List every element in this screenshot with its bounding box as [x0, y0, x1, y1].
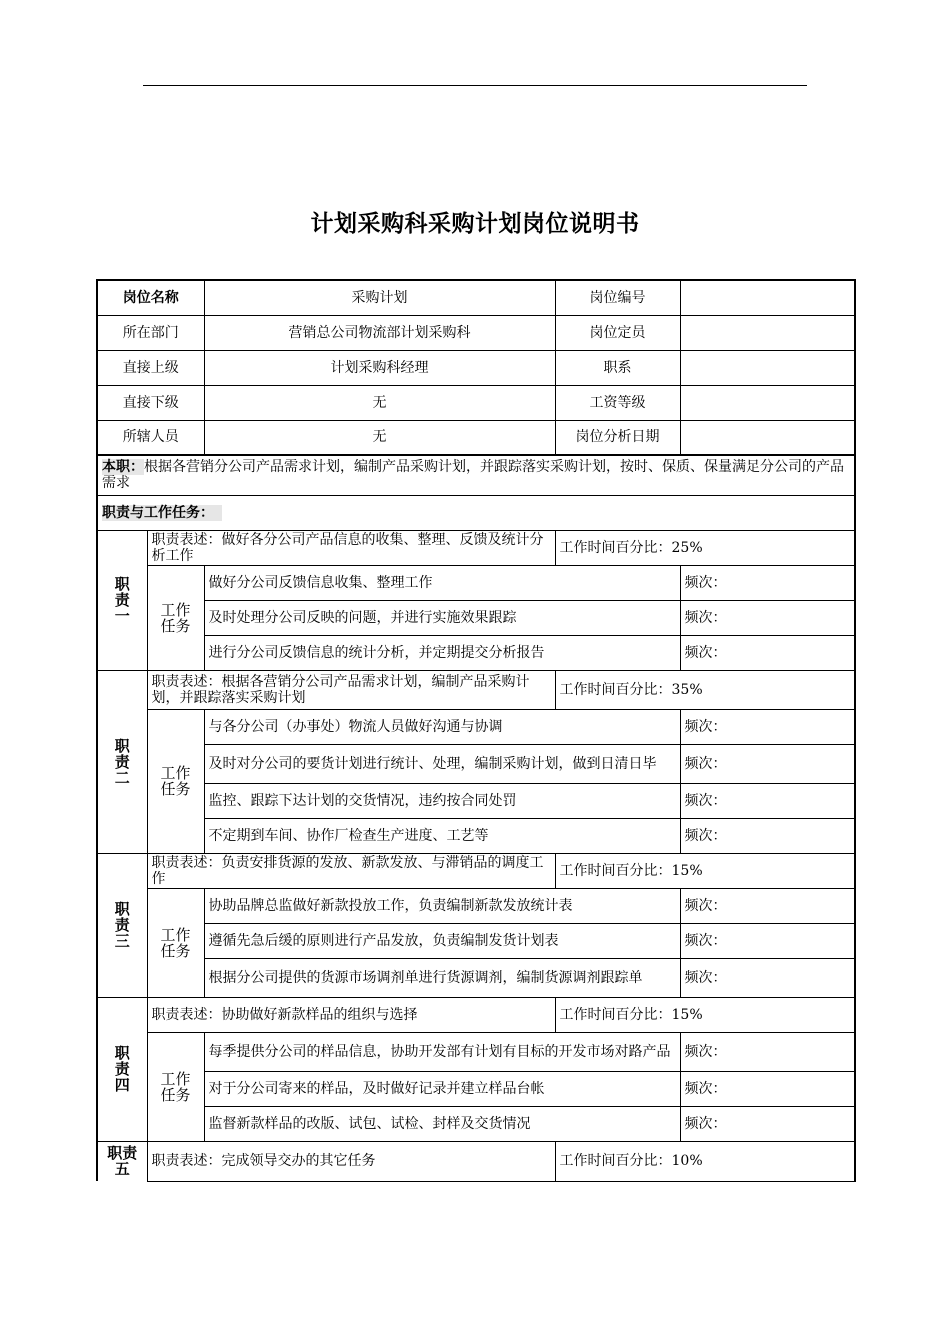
staff-value: 无 [204, 420, 555, 455]
task-row [97, 1032, 855, 1071]
info-row [97, 420, 855, 455]
info-row [97, 350, 855, 385]
task-frequency: 频次： [680, 888, 855, 923]
position-name-value: 采购计划 [204, 280, 555, 315]
duty-row [97, 670, 855, 709]
duty-3-desc: 职责表述：负责安排货源的发放、新款发放、与滞销品的调度工作 [147, 853, 555, 888]
task-frequency: 频次： [680, 1032, 855, 1071]
task-row [97, 565, 855, 600]
task-frequency: 频次： [680, 635, 855, 670]
page-title: 计划采购科采购计划岗位说明书 [310, 211, 640, 237]
duty-2-label: 职责二 [97, 670, 147, 853]
duty-row [97, 530, 855, 565]
tasks-header-row [97, 495, 855, 530]
duty-summary-row [97, 455, 855, 495]
task-item: 协助品牌总监做好新款投放工作，负责编制新款发放统计表 [204, 888, 680, 923]
task-row [97, 958, 855, 997]
task-item: 做好分公司反馈信息收集、整理工作 [204, 565, 680, 600]
duty-4-label: 职责四 [97, 997, 147, 1141]
duty-2-desc: 职责表述：根据各营销分公司产品需求计划，编制产品采购计划，并跟踪落实采购计划 [147, 670, 555, 709]
staff-label: 所辖人员 [97, 420, 204, 455]
task-row [97, 888, 855, 923]
task-row [97, 635, 855, 670]
task-row [97, 600, 855, 635]
task-item: 与各分公司（办事处）物流人员做好沟通与协调 [204, 709, 680, 744]
duty-2-pct: 工作时间百分比：35% [555, 670, 855, 709]
task-item: 监督新款样品的改版、试包、试检、封样及交货情况 [204, 1106, 680, 1141]
series-value [680, 350, 855, 385]
salary-grade-label: 工资等级 [555, 385, 680, 420]
task-row [97, 1106, 855, 1141]
task-item: 进行分公司反馈信息的统计分析，并定期提交分析报告 [204, 635, 680, 670]
duty-1-pct: 工作时间百分比：25% [555, 530, 855, 565]
task-frequency: 频次： [680, 783, 855, 818]
duty-1-desc: 职责表述：做好各分公司产品信息的收集、整理、反馈及统计分析工作 [147, 530, 555, 565]
header-rule [143, 85, 807, 86]
task-row [97, 818, 855, 853]
task-item: 及时处理分公司反映的问题，并进行实施效果跟踪 [204, 600, 680, 635]
task-item: 遵循先急后缓的原则进行产品发放，负责编制发货计划表 [204, 923, 680, 958]
department-value: 营销总公司物流部计划采购科 [204, 315, 555, 350]
task-row [97, 783, 855, 818]
duty-summary [97, 455, 855, 495]
task-row [97, 744, 855, 783]
task-item: 及时对分公司的要货计划进行统计、处理，编制采购计划，做到日清日毕 [204, 744, 680, 783]
task-frequency: 频次： [680, 709, 855, 744]
task-row [97, 1071, 855, 1106]
task-frequency: 频次： [680, 958, 855, 997]
duty-summary-text: 根据各营销分公司产品需求计划，编制产品采购计划，并跟踪落实采购计划，按时、保质、保量满足分公司的产品需求 [102, 459, 844, 492]
position-name-label: 岗位名称 [97, 280, 204, 315]
task-item: 监控、跟踪下达计划的交货情况，违约按合同处罚 [204, 783, 680, 818]
duty-5-label: 职责五 [97, 1141, 147, 1181]
duty-row [97, 853, 855, 888]
task-label: 工作任务 [147, 888, 204, 997]
superior-value: 计划采购科经理 [204, 350, 555, 385]
task-frequency: 频次： [680, 923, 855, 958]
salary-grade-value [680, 385, 855, 420]
info-row [97, 315, 855, 350]
duty-row [97, 997, 855, 1032]
duty-row [97, 1141, 855, 1181]
position-code-value [680, 280, 855, 315]
task-row [97, 923, 855, 958]
superior-label: 直接上级 [97, 350, 204, 385]
subordinate-label: 直接下级 [97, 385, 204, 420]
tasks-header: 职责与工作任务： [102, 505, 222, 521]
task-frequency: 频次： [680, 1071, 855, 1106]
task-label: 工作任务 [147, 565, 204, 670]
duty-5-pct: 工作时间百分比：10% [555, 1141, 855, 1181]
duty-4-desc: 职责表述：协助做好新款样品的组织与选择 [147, 997, 555, 1032]
task-item: 对于分公司寄来的样品，及时做好记录并建立样品台帐 [204, 1071, 680, 1106]
analysis-date-label: 岗位分析日期 [555, 420, 680, 455]
task-frequency: 频次： [680, 818, 855, 853]
series-label: 职系 [555, 350, 680, 385]
tasks-header-cell [97, 495, 855, 530]
duty-3-label: 职责三 [97, 853, 147, 997]
task-row [97, 709, 855, 744]
department-label: 所在部门 [97, 315, 204, 350]
task-frequency: 频次： [680, 1106, 855, 1141]
duty-3-pct: 工作时间百分比：15% [555, 853, 855, 888]
subordinate-value: 无 [204, 385, 555, 420]
task-item: 根据分公司提供的货源市场调剂单进行货源调剂，编制货源调剂跟踪单 [204, 958, 680, 997]
duty-1-label: 职责一 [97, 530, 147, 670]
task-label: 工作任务 [147, 709, 204, 853]
duty-4-pct: 工作时间百分比：15% [555, 997, 855, 1032]
position-code-label: 岗位编号 [555, 280, 680, 315]
analysis-date-value [680, 420, 855, 455]
duty-5-desc: 职责表述：完成领导交办的其它任务 [147, 1141, 555, 1181]
task-frequency: 频次： [680, 744, 855, 783]
headcount-value [680, 315, 855, 350]
task-frequency: 频次： [680, 600, 855, 635]
headcount-label: 岗位定员 [555, 315, 680, 350]
duty-summary-label: 本职： [102, 459, 144, 476]
task-item: 每季提供分公司的样品信息，协助开发部有计划有目标的开发市场对路产品 [204, 1032, 680, 1071]
task-frequency: 频次： [680, 565, 855, 600]
job-description-table [96, 279, 856, 1182]
info-row [97, 385, 855, 420]
task-label: 工作任务 [147, 1032, 204, 1141]
task-item: 不定期到车间、协作厂检查生产进度、工艺等 [204, 818, 680, 853]
info-row [97, 280, 855, 315]
